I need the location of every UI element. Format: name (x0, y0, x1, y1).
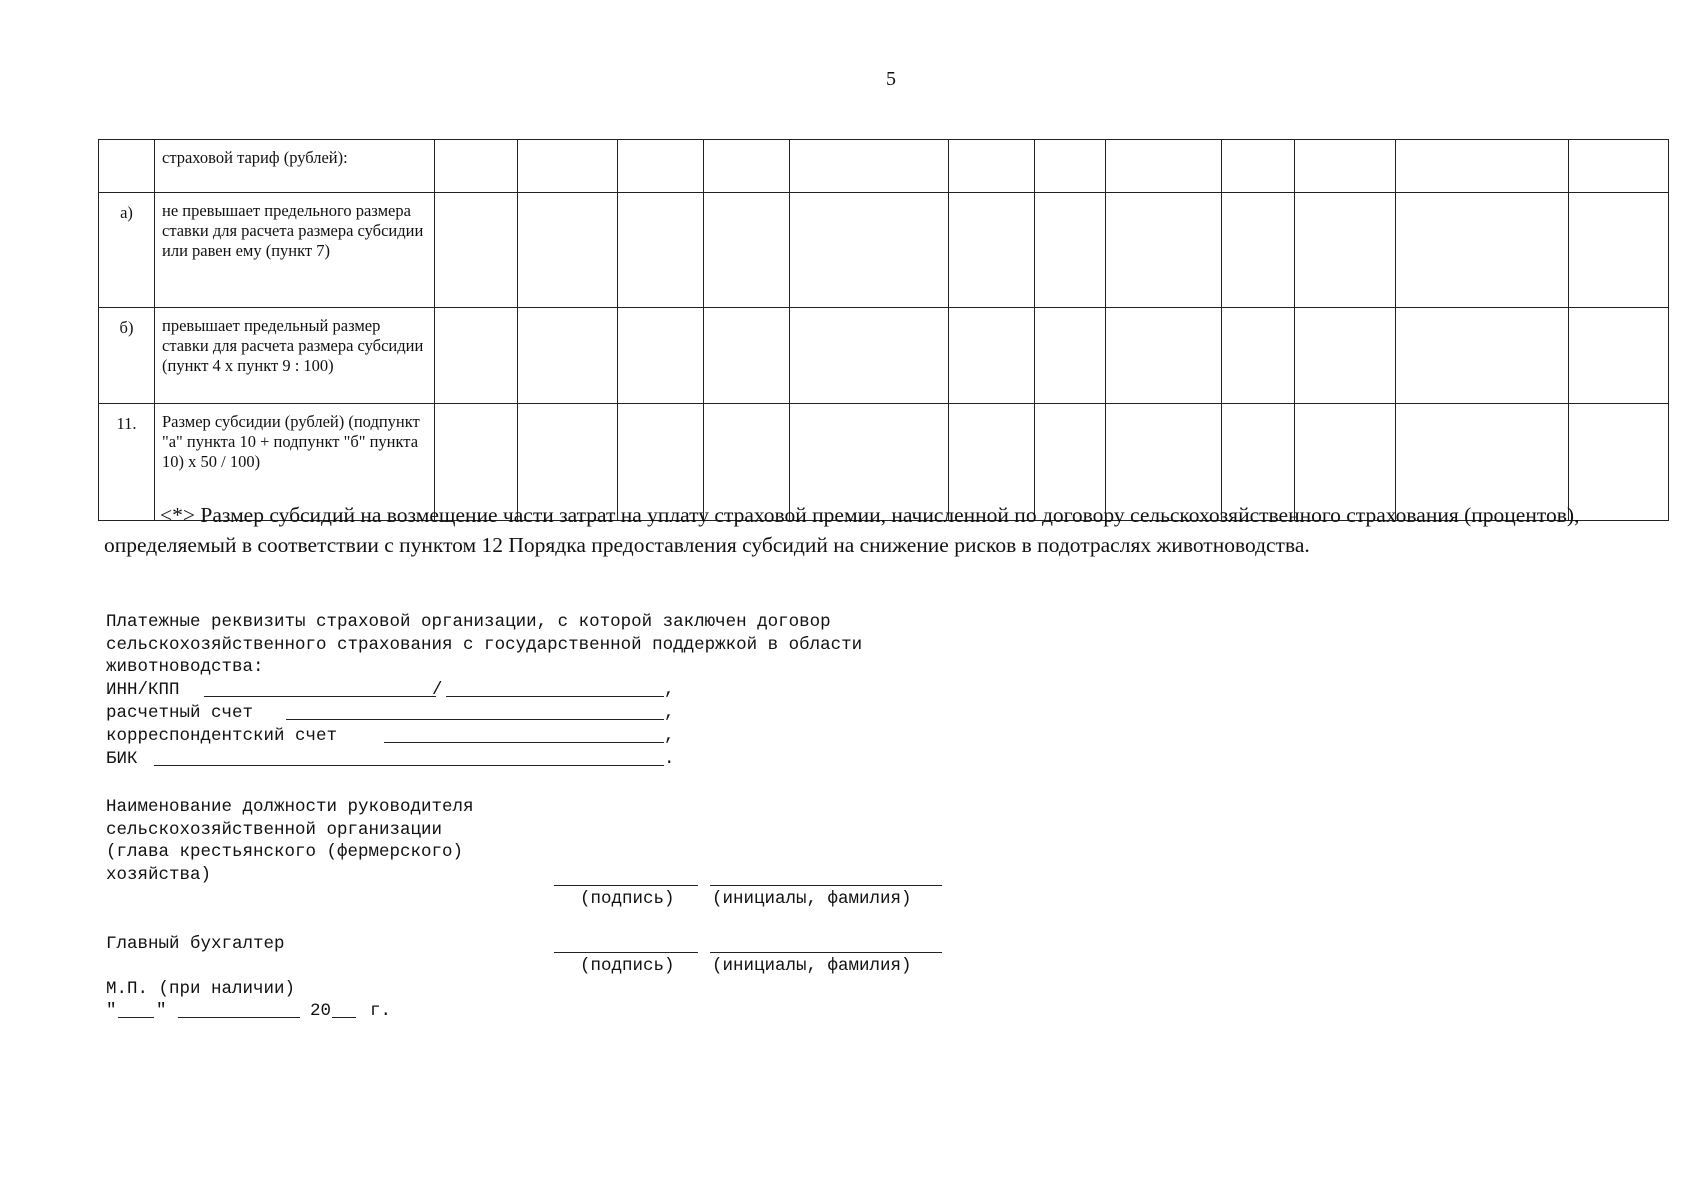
head-name-field[interactable] (710, 885, 942, 886)
account-label: расчетный счет (106, 703, 254, 723)
account-field[interactable] (286, 719, 664, 720)
table-cell (1396, 140, 1569, 193)
inn-field[interactable] (204, 696, 436, 697)
kpp-field[interactable] (446, 696, 664, 697)
table-cell (435, 193, 518, 308)
table-cell (518, 193, 618, 308)
stamp-label: М.П. (при наличии) (106, 979, 296, 999)
table-cell (1222, 193, 1295, 308)
name-caption: (инициалы, фамилия) (712, 889, 912, 909)
row-number (99, 140, 155, 193)
requisites-heading-line: животноводства: (106, 657, 264, 677)
bik-row (106, 749, 686, 771)
corr-account-field[interactable] (384, 742, 664, 743)
signature-caption: (подпись) (580, 956, 675, 976)
account-row (106, 703, 686, 725)
comma: , (664, 726, 675, 746)
accountant-name-field[interactable] (710, 952, 942, 953)
table-cell (1106, 140, 1222, 193)
date-row (106, 1001, 406, 1023)
bik-field[interactable] (154, 765, 664, 766)
head-position-line: (глава крестьянского (фермерского) (106, 842, 464, 862)
head-position-line: Наименование должности руководителя (106, 797, 474, 817)
table-cell (618, 193, 704, 308)
table-cell (1035, 308, 1106, 404)
table-cell (1222, 140, 1295, 193)
month-field[interactable] (178, 1017, 300, 1018)
table-cell (618, 140, 704, 193)
chief-accountant-label: Главный бухгалтер (106, 934, 285, 954)
table-cell (1295, 140, 1396, 193)
bik-label: БИК (106, 749, 138, 769)
table-row (99, 193, 1669, 308)
date-close-quote: " (156, 1001, 167, 1021)
year-suffix: г. (370, 1001, 392, 1021)
table-row (99, 140, 1669, 193)
table-cell (949, 308, 1035, 404)
table-cell (790, 308, 949, 404)
table-cell (1035, 140, 1106, 193)
day-field[interactable] (118, 1017, 154, 1018)
requisites-heading-line: Платежные реквизиты страховой организации, с которой заключен договор (106, 612, 831, 632)
table-cell (704, 193, 790, 308)
row-description: не превышает предельного размера ставки для расчета размера субсидии или равен ему (пункт 7) (155, 193, 435, 308)
head-position-line: хозяйства) (106, 864, 212, 885)
slash-separator: / (432, 680, 443, 700)
table-cell (1396, 308, 1569, 404)
row-description: Размер субсидии (рублей) (подпункт "а" пункта 10 + подпункт "б" пункта 10) x 50 / 100) (155, 404, 435, 521)
table-cell (1396, 193, 1569, 308)
inn-kpp-label: ИНН/КПП (106, 680, 180, 700)
table-cell (1569, 193, 1669, 308)
footnote-text: <*> Размер субсидий на возмещение части затрат на уплату страховой премии, начисленной по договору сельскохозяйственного страхования (процентов), определяемый в соответствии с пунктом 12 Порядка предоставления субсидий на снижение рисков в подотраслях животноводства. (104, 503, 1580, 557)
table-cell (790, 140, 949, 193)
table-cell (518, 140, 618, 193)
accountant-signature-field[interactable] (554, 952, 698, 953)
comma: , (664, 703, 675, 723)
inn-kpp-row (106, 680, 686, 702)
corr-account-label: корреспондентский счет (106, 726, 338, 746)
table-cell (435, 140, 518, 193)
table-cell (618, 308, 704, 404)
row-number: 11. (99, 404, 155, 521)
subsidy-table (98, 139, 1669, 521)
head-position-line: сельскохозяйственной организации (106, 819, 443, 840)
table-cell (949, 193, 1035, 308)
table-cell (1569, 308, 1669, 404)
requisites-heading (106, 611, 862, 679)
year-field[interactable] (332, 1017, 356, 1018)
table-cell (1035, 193, 1106, 308)
table-cell (518, 308, 618, 404)
name-caption: (инициалы, фамилия) (712, 956, 912, 976)
table-cell (435, 308, 518, 404)
row-number: б) (99, 308, 155, 404)
table-cell (1106, 308, 1222, 404)
year-prefix: 20 (310, 1001, 332, 1021)
table-cell (1295, 193, 1396, 308)
table-cell (1295, 308, 1396, 404)
date-open-quote: " (106, 1001, 117, 1021)
corr-account-row (106, 726, 686, 748)
footnote (104, 500, 1684, 560)
row-number: а) (99, 193, 155, 308)
table-cell (704, 140, 790, 193)
signature-caption: (подпись) (580, 889, 675, 909)
page-number: 5 (886, 68, 896, 90)
table-cell (1106, 193, 1222, 308)
period: . (664, 749, 675, 769)
head-signature-field[interactable] (554, 885, 698, 886)
table-cell (1569, 140, 1669, 193)
table-cell (790, 193, 949, 308)
comma: , (664, 680, 675, 700)
table-cell (949, 140, 1035, 193)
row-description: страховой тариф (рублей): (155, 140, 435, 193)
row-description: превышает предельный размер ставки для расчета размера субсидии (пункт 4 x пункт 9 : 100) (155, 308, 435, 404)
requisites-heading-line: сельскохозяйственного страхования с государственной поддержкой в области (106, 634, 863, 655)
table-row (99, 308, 1669, 404)
table-cell (1222, 308, 1295, 404)
head-position-label (106, 796, 474, 886)
table-cell (704, 308, 790, 404)
